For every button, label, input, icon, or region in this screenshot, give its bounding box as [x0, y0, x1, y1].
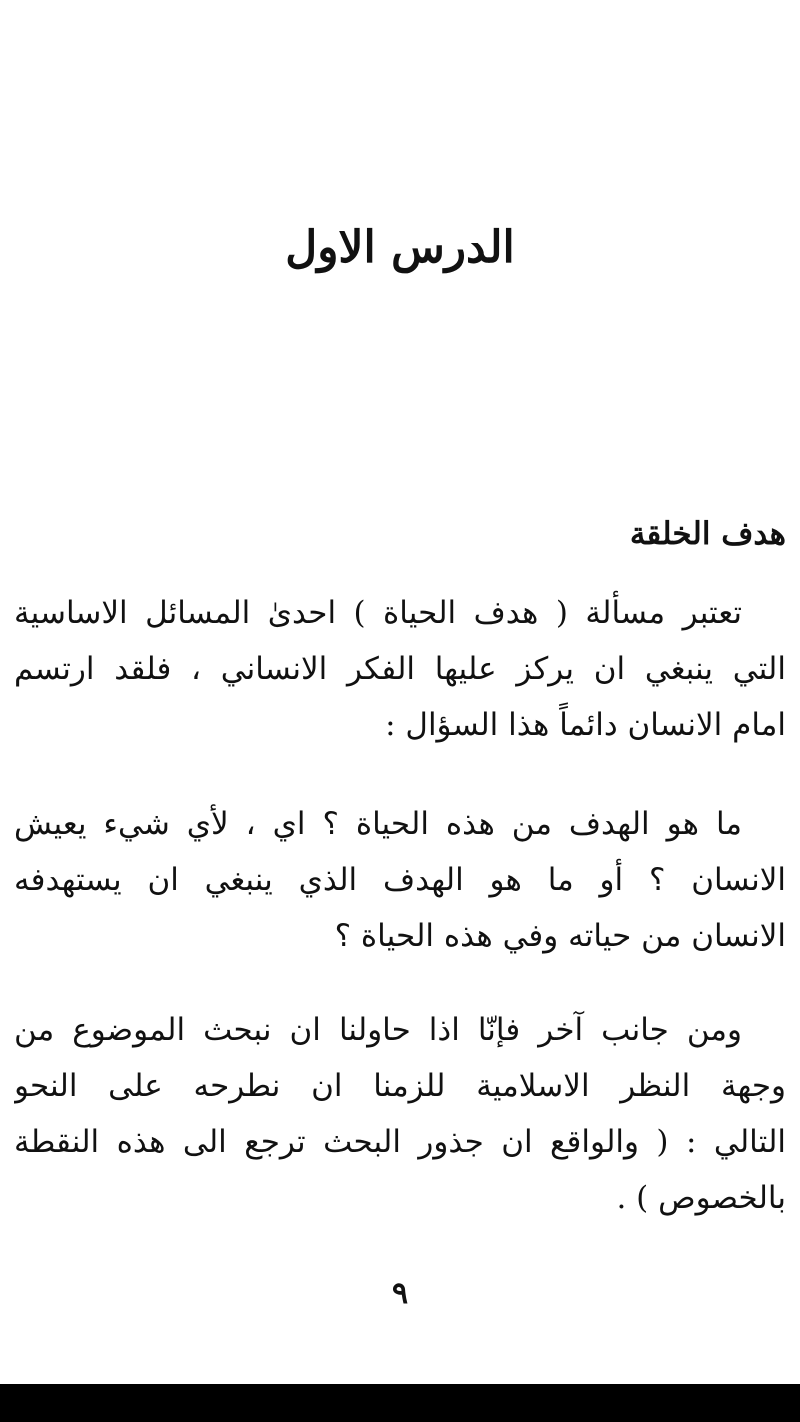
paragraph-line: امام الانسان دائماً هذا السؤال :	[385, 707, 786, 743]
paragraph-line: التالي : ( والواقع ان جذور البحث ترجع الى هذه النقطة	[14, 1124, 786, 1160]
paragraph-line: ما هو الهدف من هذه الحياة ؟ اي ، لأي شيء يعيش	[14, 806, 742, 842]
chapter-title: الدرس الاول	[285, 222, 515, 273]
section-heading: هدف الخلقة	[629, 516, 786, 552]
paragraph-line: تعتبر مسألة ( هدف الحياة ) احدىٰ المسائل الاساسية	[14, 595, 742, 631]
paragraph-line: ومن جانب آخر فإنّا اذا حاولنا ان نبحث الموضوع من	[14, 1012, 742, 1048]
paragraph-2	[14, 796, 786, 964]
paragraph-line: بالخصوص ) .	[616, 1180, 786, 1216]
bottom-bar	[0, 1384, 800, 1422]
paragraph-3	[14, 1002, 786, 1226]
paragraph-line: التي ينبغي ان يركز عليها الفكر الانساني ، فلقد ارتسم	[14, 651, 786, 687]
paragraph-line: الانسان ؟ أو ما هو الهدف الذي ينبغي ان يستهدفه	[14, 862, 786, 898]
paragraph-line: الانسان من حياته وفي هذه الحياة ؟	[334, 918, 786, 954]
page-number: ٩	[391, 1276, 409, 1311]
paragraph-line: وجهة النظر الاسلامية للزمنا ان نطرحه على النحو	[14, 1068, 786, 1104]
paragraph-1	[14, 585, 786, 753]
